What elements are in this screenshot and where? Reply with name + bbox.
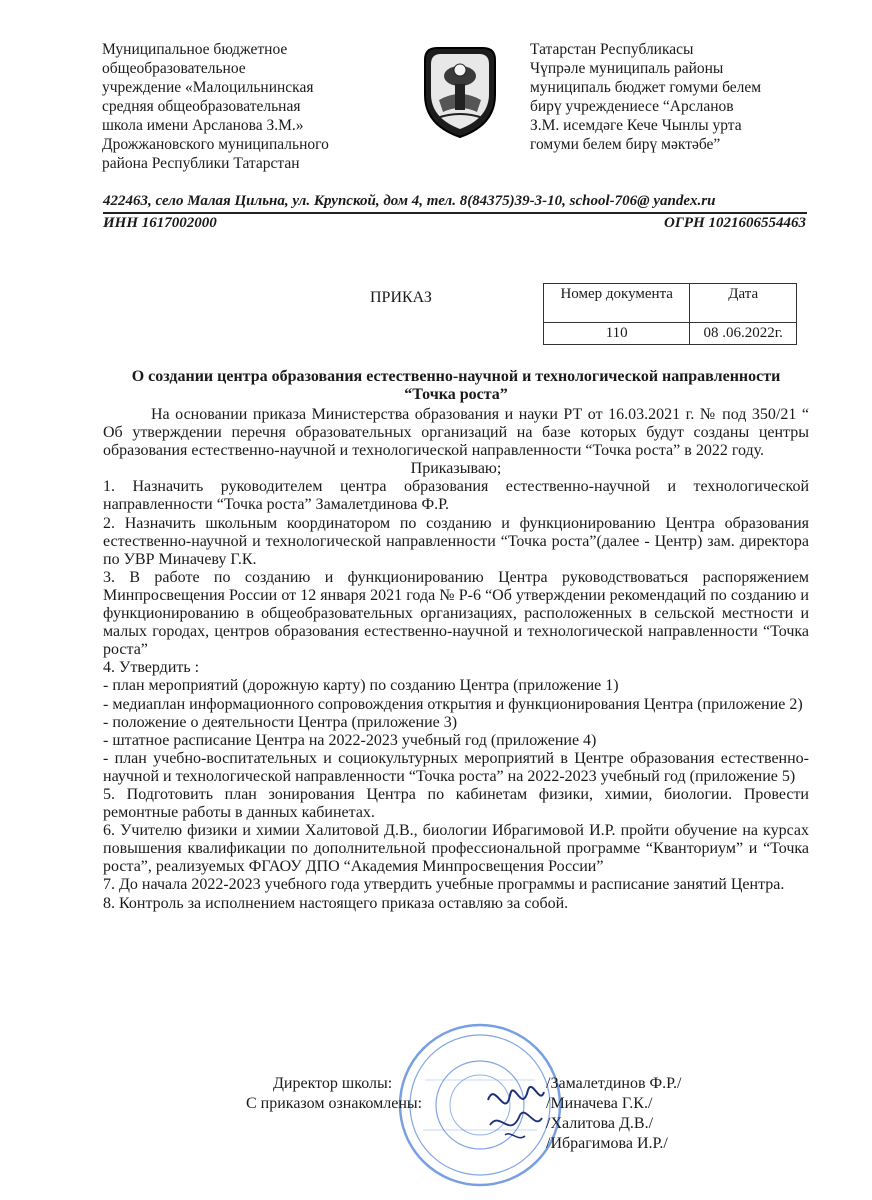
director-signature xyxy=(480,1070,550,1150)
order-item: 4. Утвердить : xyxy=(103,659,200,677)
header-left-line: Дрожжановского муниципального xyxy=(102,136,329,153)
order-item: - положение о деятельности Центра (приложение 3) xyxy=(103,713,458,731)
title-line: О создании центра образования естественно-научной и технологической направленности xyxy=(131,368,781,385)
document-number-table xyxy=(543,283,797,345)
acquainted-label: С приказом ознакомлены: xyxy=(246,1095,423,1112)
header-org-name-ru xyxy=(102,40,362,173)
address-block xyxy=(103,192,807,214)
header-left-line: учреждение «Малоцильнинская xyxy=(102,79,314,96)
header-left-line: средняя общеобразовательная xyxy=(102,98,301,115)
header-right-line: гомуми белем бирү мәктәбе” xyxy=(530,136,721,153)
coat-of-arms-icon xyxy=(415,40,505,140)
order-item: 1. Назначить руководителем центра образования естественно-научной и технологической направленности “Точка роста” Замалетдинова Ф.Р. xyxy=(103,478,809,514)
intro-paragraph: На основании приказа Министерства образования и науки РТ от 16.03.2021 г. № под 350/21 “ Об утверждении перечня образовательных организаций на базе которых будут созданы центры образования естественно-научной и технологической направленности “Точка роста” в 2022 году. xyxy=(103,406,809,460)
doc-date-header: Дата xyxy=(690,284,797,323)
signature-name: /Ибрагимова И.Р./ xyxy=(546,1135,668,1152)
order-title xyxy=(100,368,812,404)
header-right-line: З.М. исемдәге Кече Чынлы урта xyxy=(530,117,742,134)
title-line: “Точка роста” xyxy=(404,386,508,403)
order-item: 5. Подготовить план зонирования Центра по кабинетам физики, химии, биологии. Провести ремонтные работы в данных кабинетах. xyxy=(103,785,809,822)
signature-name: /Миначева Г.К./ xyxy=(546,1095,653,1112)
inn-number: ИНН 1617002000 xyxy=(103,215,217,231)
order-item: 2. Назначить школьным координатором по созданию и функционированию Центра образования естественно-научной и технологической направленности “Точка роста”(далее - Центр) зам. директора по УВР Миначеву Г.К. xyxy=(103,514,809,568)
header-org-name-tt xyxy=(530,40,810,154)
order-item: - план учебно-воспитательных и социокультурных мероприятий в Центре образования естественно-научной и технологической направленности “Точка роста” на 2022-2023 учебный год (приложение 5) xyxy=(103,749,809,785)
doc-date-value: 08 .06.2022г. xyxy=(690,323,797,345)
header-right-line: Чүпрәле муниципаль районы xyxy=(530,60,724,77)
header-right-line: бирү учреждениесе “Арсланов xyxy=(530,98,734,115)
decree-word: Приказываю; xyxy=(410,460,502,478)
order-body xyxy=(103,406,809,913)
address-line: 422463, село Малая Цильна, ул. Крупской, дом 4, тел. 8(84375)39-3-10, school-706@ yandex.ru xyxy=(103,192,807,214)
order-item: - штатное расписание Центра на 2022-2023 учебный год (приложение 4) xyxy=(103,731,597,749)
signature-name: /Халитова Д.В./ xyxy=(546,1115,654,1132)
order-item: - медиаплан информационного сопровождения открытия и функционирования Центра (приложение 2) xyxy=(103,695,803,713)
order-item: 7. До начала 2022-2023 учебного года утвердить учебные программы и расписание занятий Центра. xyxy=(103,876,785,894)
order-label: ПРИКАЗ xyxy=(370,289,432,306)
order-item: 3. В работе по созданию и функционированию Центра руководствоваться распоряжением Минпросвещения России от 12 января 2021 года № Р-6 “Об утверждении рекомендаций по созданию и функционированию в общеобразовательных организациях, расположенных в сельской местности и малых городах, центров образования естественно-научной и технологической направленности “Точка роста” xyxy=(103,568,809,659)
order-item: 6. Учителю физики и химии Халитовой Д.В., биологии Ибрагимовой И.Р. пройти обучение на курсах повышения квалификации по дополнительной профессиональной программе “Кванториум” и “Точка роста”, реализуемых ФГАОУ ДПО “Академия Минпросвещения России” xyxy=(103,822,809,876)
header-left-line: района Республики Татарстан xyxy=(102,155,300,172)
header-right-line: муниципаль бюджет гомуми белем xyxy=(530,79,762,96)
order-item: - план мероприятий (дорожную карту) по созданию Центра (приложение 1) xyxy=(103,677,619,695)
ogrn-number: ОГРН 1021606554463 xyxy=(664,215,806,231)
header-left-line: Муниципальное бюджетное xyxy=(102,41,288,58)
header-left-line: общеобразовательное xyxy=(102,60,246,77)
header-left-line: школа имени Арсланова З.М.» xyxy=(102,117,304,134)
header-right-line: Татарстан Республикасы xyxy=(530,41,694,58)
director-label: Директор школы: xyxy=(273,1075,393,1092)
doc-number-header: Номер документа xyxy=(544,284,690,323)
signature-name: /Замалетдинов Ф.Р./ xyxy=(546,1075,682,1092)
order-item: 8. Контроль за исполнением настоящего приказа оставляю за собой. xyxy=(103,894,569,912)
doc-number-value: 110 xyxy=(544,323,690,345)
